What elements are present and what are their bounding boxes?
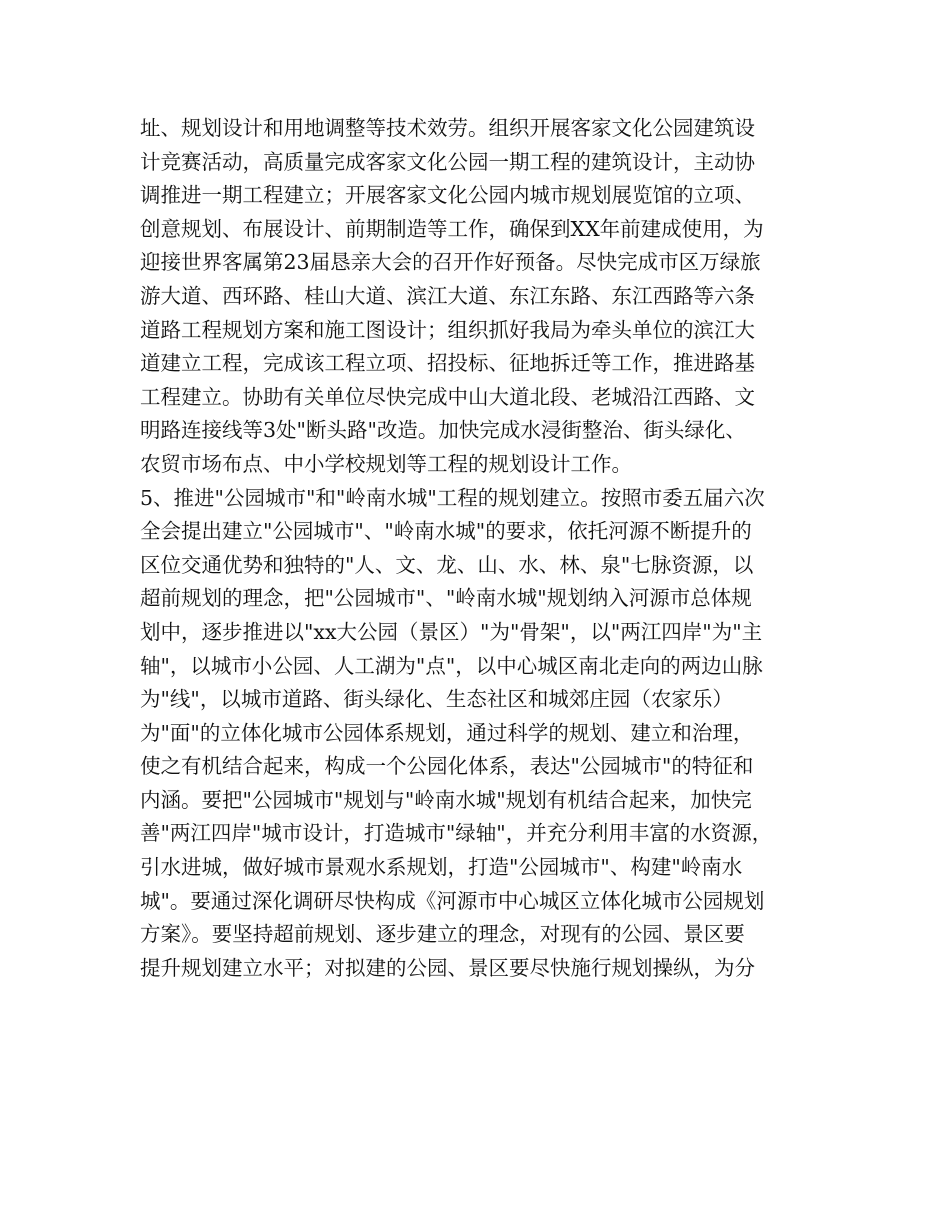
text-line: 全会提出建立"公园城市"、"岭南水城"的要求，依托河源不断提升的 xyxy=(140,519,752,544)
text-line: 使之有机结合起来，构成一个公园化体系，表达"公园城市"的特征和 xyxy=(140,754,754,779)
text-line: 方案》。要坚持超前规划、逐步建立的理念，对现有的公园、景区要 xyxy=(140,922,745,947)
text-line: 超前规划的理念，把"公园城市"、"岭南水城"规划纳入河源市总体规 xyxy=(140,586,752,611)
text-line: 农贸市场布点、中小学校规划等工程的规划设计工作。 xyxy=(140,451,632,476)
text-line: 5、推进"公园城市"和"岭南水城"工程的规划建立。按照市委五届六次 xyxy=(140,485,765,510)
text-line: 善"两江四岸"城市设计，打造城市"绿轴"，并充分利用丰富的水资源， xyxy=(140,821,773,846)
text-line: 调推进一期工程建立；开展客家文化公园内城市规划展览馆的立项、 xyxy=(140,183,755,208)
text-line: 提升规划建立水平；对拟建的公园、景区要尽快施行规划操纵，为分 xyxy=(140,955,755,980)
text-line: 计竞赛活动，高质量完成客家文化公园一期工程的建筑设计，主动协 xyxy=(140,149,755,174)
text-line: 城"。要通过深化调研尽快构成《河源市中心城区立体化城市公园规划 xyxy=(140,888,765,913)
text-line: 创意规划、布展设计、前期制造等工作，确保到XX年前建成使用，为 xyxy=(140,216,764,241)
text-line: 引水进城，做好城市景观水系规划，打造"公园城市"、构建"岭南水 xyxy=(140,855,743,880)
text-line: 为"线"，以城市道路、街头绿化、生态社区和城郊庄园（农家乐） xyxy=(140,687,733,712)
text-line: 为"面"的立体化城市公园体系规划，通过科学的规划、建立和治理， xyxy=(140,720,754,745)
text-line: 道路工程规划方案和施工图设计；组织抓好我局为牵头单位的滨江大 xyxy=(140,317,755,342)
text-line: 内涵。要把"公园城市"规划与"岭南水城"规划有机结合起来，加快完 xyxy=(140,787,752,812)
text-line: 道建立工程，完成该工程立项、招投标、征地拆迁等工作，推进路基 xyxy=(140,351,755,376)
text-line: 明路连接线等3处"断头路"改造。加快完成水浸街整治、街头绿化、 xyxy=(140,418,746,443)
text-line: 游大道、西环路、桂山大道、滨江大道、东江东路、东江西路等六条 xyxy=(140,283,755,308)
text-line: 轴"，以城市小公园、人工湖为"点"，以中心城区南北走向的两边山脉 xyxy=(140,653,763,678)
text-line: 工程建立。协助有关单位尽快完成中山大道北段、老城沿江西路、文 xyxy=(140,384,755,409)
text-line: 区位交通优势和独特的"人、文、龙、山、水、林、泉"七脉资源，以 xyxy=(140,552,754,577)
text-line: 址、规划设计和用地调整等技术效劳。组织开展客家文化公园建筑设 xyxy=(140,116,755,140)
text-line: 划中，逐步推进以"xx大公园（景区）"为"骨架"，以"两江四岸"为"主 xyxy=(140,619,763,644)
text-line: 迎接世界客属第23届恳亲大会的召开作好预备。尽快完成市区万绿旅 xyxy=(140,250,761,275)
body-text xyxy=(140,112,830,985)
